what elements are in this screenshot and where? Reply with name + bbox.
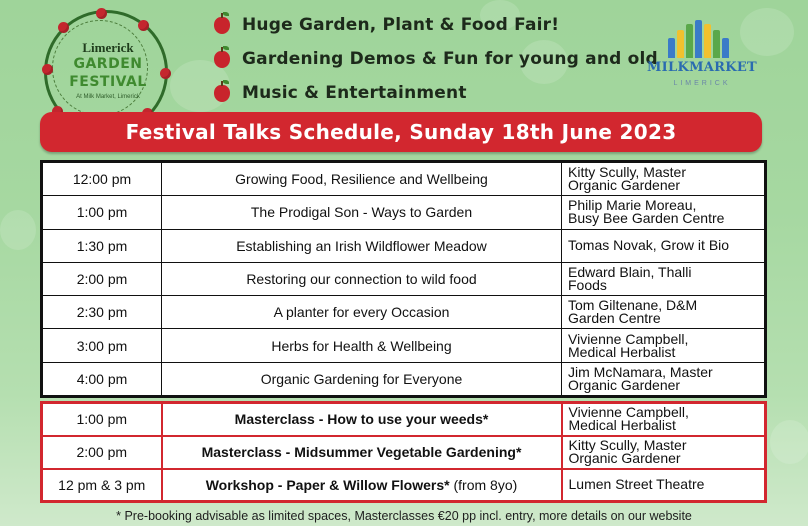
talk-speaker: Tom Giltenane, D&M Garden Centre xyxy=(562,296,766,329)
table-row xyxy=(42,296,766,329)
talk-time: 12:00 pm xyxy=(42,162,162,196)
table-row xyxy=(42,362,766,396)
talk-title: A planter for every Occasion xyxy=(162,296,562,329)
talk-time: 1:00 pm xyxy=(42,196,162,229)
logo-city: Limerick xyxy=(82,40,134,55)
talk-speaker: Edward Blain, Thalli Foods xyxy=(562,262,766,295)
talk-title: Organic Gardening for Everyone xyxy=(162,362,562,396)
apple-icon xyxy=(214,17,230,34)
workshop-speaker: Lumen Street Theatre xyxy=(562,469,766,502)
milk-market-canopy-icon xyxy=(668,18,734,58)
table-row xyxy=(42,196,766,229)
highlight-item xyxy=(214,76,644,110)
table-row xyxy=(42,229,766,262)
logo-festival: FESTIVAL xyxy=(69,74,147,90)
table-row xyxy=(42,436,766,469)
talks-table xyxy=(40,160,767,398)
highlight-text: Gardening Demos & Fun for young and old xyxy=(242,49,658,69)
background-leaf-shape xyxy=(0,210,36,250)
berry-icon xyxy=(58,22,69,33)
highlight-item xyxy=(214,8,644,42)
talk-time: 3:00 pm xyxy=(42,329,162,362)
talk-speaker: Tomas Novak, Grow it Bio xyxy=(562,229,766,262)
talk-time: 1:30 pm xyxy=(42,229,162,262)
workshop-title: Workshop - Paper & Willow Flowers* (from 8yo) xyxy=(162,469,562,502)
apple-icon xyxy=(214,85,230,102)
talk-title: Establishing an Irish Wildflower Meadow xyxy=(162,229,562,262)
table-row xyxy=(42,469,766,502)
highlight-text: Huge Garden, Plant & Food Fair! xyxy=(242,15,560,35)
talk-speaker: Vivienne Campbell, Medical Herbalist xyxy=(562,329,766,362)
highlight-text: Music & Entertainment xyxy=(242,83,467,103)
workshop-speaker: Vivienne Campbell, Medical Herbalist xyxy=(562,403,766,436)
milk-market-name: MILKMARKET xyxy=(646,60,758,75)
talk-speaker: Philip Marie Moreau, Busy Bee Garden Centre xyxy=(562,196,766,229)
schedule-banner xyxy=(40,112,762,152)
berry-icon xyxy=(96,8,107,19)
talk-time: 4:00 pm xyxy=(42,362,162,396)
highlight-item xyxy=(214,42,658,76)
talk-title: Growing Food, Resilience and Wellbeing xyxy=(162,162,562,196)
berry-icon xyxy=(138,20,149,31)
milk-market-logo xyxy=(640,18,770,98)
talk-time: 2:30 pm xyxy=(42,296,162,329)
workshop-age-note: (from 8yo) xyxy=(449,476,518,493)
talk-time: 2:00 pm xyxy=(42,262,162,295)
table-row xyxy=(42,162,766,196)
talk-speaker: Kitty Scully, Master Organic Gardener xyxy=(562,162,766,196)
booking-footnote: * Pre-booking advisable as limited spaces, Masterclasses €20 pp incl. entry, more details on our website xyxy=(116,509,692,523)
logo-venue: At Milk Market, Limerick xyxy=(76,94,140,100)
talk-title: The Prodigal Son - Ways to Garden xyxy=(162,196,562,229)
schedule-title: Festival Talks Schedule, Sunday 18th June 2023 xyxy=(125,120,677,144)
workshops-table xyxy=(40,401,767,503)
workshop-speaker: Kitty Scully, Master Organic Gardener xyxy=(562,436,766,469)
milk-market-city: LIMERICK xyxy=(673,80,731,87)
workshop-title: Masterclass - Midsummer Vegetable Gardening* xyxy=(162,436,562,469)
festival-highlights xyxy=(214,8,658,110)
workshop-time: 2:00 pm xyxy=(42,436,162,469)
talk-title: Restoring our connection to wild food xyxy=(162,262,562,295)
table-row xyxy=(42,403,766,436)
talk-speaker: Jim McNamara, Master Organic Gardener xyxy=(562,362,766,396)
workshop-title: Masterclass - How to use your weeds* xyxy=(162,403,562,436)
table-row xyxy=(42,262,766,295)
table-row xyxy=(42,329,766,362)
logo-garden: GARDEN xyxy=(73,56,143,72)
talk-title: Herbs for Health & Wellbeing xyxy=(162,329,562,362)
workshop-time: 12 pm & 3 pm xyxy=(42,469,162,502)
apple-icon xyxy=(214,51,230,68)
background-apple-shape xyxy=(770,420,808,464)
workshop-time: 1:00 pm xyxy=(42,403,162,436)
